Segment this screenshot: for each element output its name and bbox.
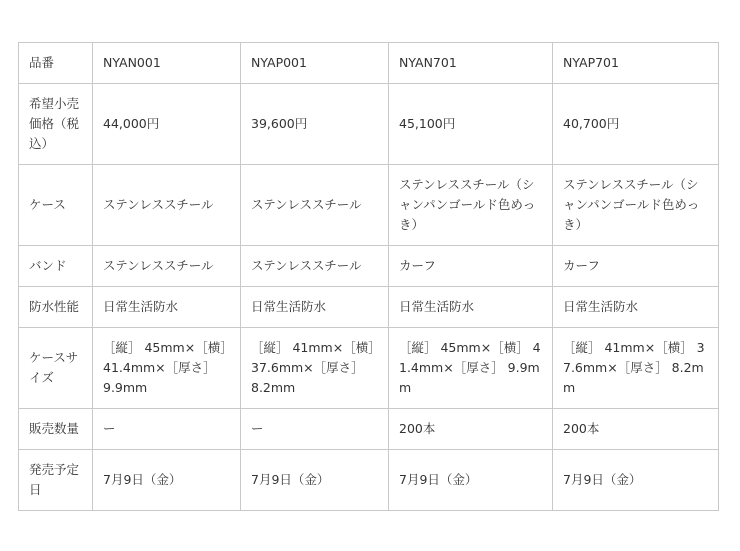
table-cell: ステンレススチール（シャンパンゴールド色めっき）	[553, 165, 719, 246]
table-cell: ステンレススチール	[241, 246, 389, 287]
table-cell: ［縦］ 45mm×［横］41.4mm×［厚さ］ 9.9mm	[93, 328, 241, 409]
table-cell: 45,100円	[389, 84, 553, 165]
row-label: 防水性能	[19, 287, 93, 328]
table-cell: 40,700円	[553, 84, 719, 165]
table-cell: カーフ	[389, 246, 553, 287]
table-cell: 日常生活防水	[389, 287, 553, 328]
table-cell: 7月9日（金）	[389, 450, 553, 511]
table-cell: NYAP701	[553, 43, 719, 84]
table-cell: 日常生活防水	[241, 287, 389, 328]
row-label: 発売予定日	[19, 450, 93, 511]
row-case-size	[19, 328, 719, 409]
table-cell: ［縦］ 41mm×［横］ 37.6mm×［厚さ］ 8.2mm	[553, 328, 719, 409]
row-label: 品番	[19, 43, 93, 84]
table-cell: ー	[93, 409, 241, 450]
table-cell: 44,000円	[93, 84, 241, 165]
table-cell: ［縦］ 45mm×［横］ 41.4mm×［厚さ］ 9.9mm	[389, 328, 553, 409]
table-cell: NYAN701	[389, 43, 553, 84]
table-cell: NYAN001	[93, 43, 241, 84]
table-cell: 日常生活防水	[553, 287, 719, 328]
table-cell: ステンレススチール	[93, 165, 241, 246]
row-price	[19, 84, 719, 165]
table-cell: 7月9日（金）	[93, 450, 241, 511]
table-cell: 7月9日（金）	[553, 450, 719, 511]
row-label: 希望小売価格（税込）	[19, 84, 93, 165]
table-cell: 39,600円	[241, 84, 389, 165]
table-cell: 日常生活防水	[93, 287, 241, 328]
row-label: 販売数量	[19, 409, 93, 450]
row-band	[19, 246, 719, 287]
table-cell: 200本	[389, 409, 553, 450]
table-cell: 200本	[553, 409, 719, 450]
row-quantity	[19, 409, 719, 450]
row-label: ケースサイズ	[19, 328, 93, 409]
row-case	[19, 165, 719, 246]
table-cell: ー	[241, 409, 389, 450]
table-cell: 7月9日（金）	[241, 450, 389, 511]
table-cell: NYAP001	[241, 43, 389, 84]
row-model-number	[19, 43, 719, 84]
row-release-date	[19, 450, 719, 511]
row-label: ケース	[19, 165, 93, 246]
table-cell: ステンレススチール	[93, 246, 241, 287]
spec-table	[18, 42, 719, 511]
row-water-resistance	[19, 287, 719, 328]
table-cell: ステンレススチール（シャンパンゴールド色めっき）	[389, 165, 553, 246]
table-cell: ［縦］ 41mm×［横］37.6mm×［厚さ］ 8.2mm	[241, 328, 389, 409]
table-cell: ステンレススチール	[241, 165, 389, 246]
table-cell: カーフ	[553, 246, 719, 287]
row-label: バンド	[19, 246, 93, 287]
